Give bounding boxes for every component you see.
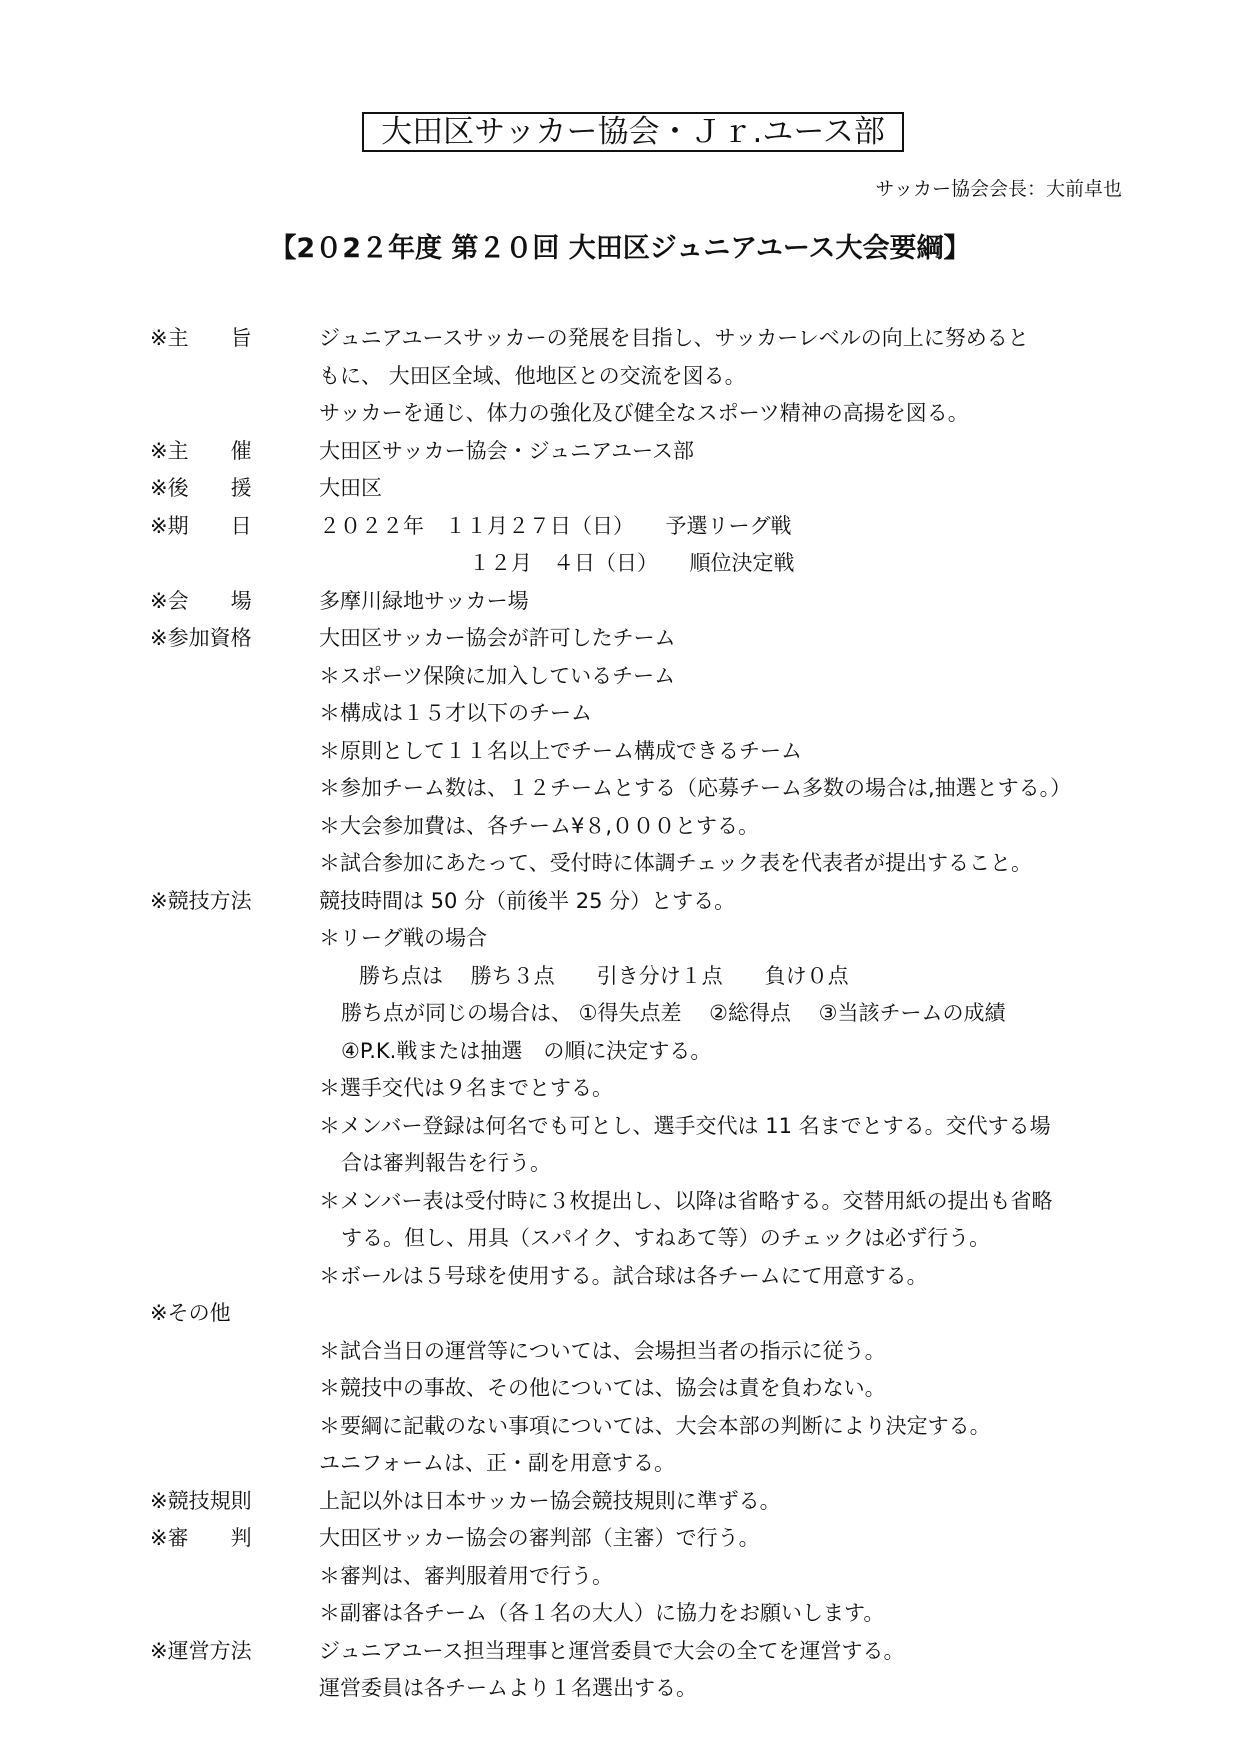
section-line: 多摩川緑地サッカー場 bbox=[319, 588, 529, 613]
section-line: ④P.K.戦または抽選 の順に決定する。 bbox=[341, 1038, 712, 1063]
section-line: ＊参加チーム数は、１２チームとする（応募チーム多数の場合は,抽選とする。） bbox=[319, 776, 1072, 800]
section-line: 合は審判報告を行う。 bbox=[341, 1151, 551, 1175]
organization-title: 大田区サッカー協会・Ｊｒ.ユース部 bbox=[362, 112, 904, 152]
section-line: ＊要綱に記載のない事項については、大会本部の判断により決定する。 bbox=[319, 1413, 991, 1438]
section-venue bbox=[150, 583, 1130, 621]
section-line: ２０２２年 １１月２７日（日） 予選リーグ戦 bbox=[319, 513, 792, 538]
section-line: ＊リーグ戦の場合 bbox=[319, 926, 487, 950]
section-sponsor bbox=[150, 470, 1130, 508]
section-line: 勝ち点は 勝ち３点 引き分け１点 負け０点 bbox=[359, 963, 849, 988]
section-rules bbox=[150, 1483, 1130, 1521]
section-line: ＊構成は１５才以下のチーム bbox=[319, 701, 592, 725]
section-line: ユニフォームは、正・副を用意する。 bbox=[319, 1451, 675, 1475]
section-line: 競技時間は 50 分（前後半 25 分）とする。 bbox=[319, 888, 736, 913]
section-line: 大田区サッカー協会の審判部（主審）で行う。 bbox=[319, 1526, 760, 1550]
section-line bbox=[319, 1295, 1130, 1333]
section-label: ※後 援 bbox=[150, 476, 252, 500]
section-line: もに、 大田区全域、他地区との交流を図る。 bbox=[319, 363, 746, 388]
section-line: 勝ち点が同じの場合は、 ①得失点差 ②総得点 ③当該チームの成績 bbox=[341, 1001, 1006, 1025]
section-line: ＊試合当日の運営等については、会場担当者の指示に従う。 bbox=[319, 1338, 886, 1363]
section-label: ※会 場 bbox=[150, 588, 252, 613]
section-label: ※運営方法 bbox=[150, 1638, 252, 1663]
section-method bbox=[150, 883, 1130, 1296]
section-purpose bbox=[150, 320, 1130, 433]
section-label: ※審 判 bbox=[150, 1526, 252, 1550]
section-line: する。但し、用具（スパイク、すねあて等）のチェックは必ず行う。 bbox=[341, 1226, 991, 1250]
section-dates bbox=[150, 508, 1130, 583]
chairman-name: サッカー協会会長：大前卓也 bbox=[875, 178, 1122, 200]
section-label: ※競技方法 bbox=[150, 888, 252, 913]
section-label: ※期 日 bbox=[150, 513, 252, 538]
section-label: ※競技規則 bbox=[150, 1488, 252, 1513]
section-organizer bbox=[150, 433, 1130, 471]
section-line: １２月 ４日（日） 順位決定戦 bbox=[469, 551, 795, 575]
section-line: 運営委員は各チームより１名選出する。 bbox=[319, 1676, 697, 1700]
section-line: ＊大会参加費は、各チーム¥８,０００とする。 bbox=[319, 813, 760, 838]
section-line: ＊審判は、審判服着用で行う。 bbox=[319, 1563, 613, 1588]
section-line: ＊選手交代は９名までとする。 bbox=[319, 1076, 613, 1100]
section-line: ジュニアユース担当理事と運営委員で大会の全てを運営する。 bbox=[319, 1638, 905, 1663]
section-other bbox=[150, 1295, 1130, 1483]
section-management bbox=[150, 1633, 1130, 1708]
section-line: ジュニアユースサッカーの発展を目指し、サッカーレベルの向上に努めると bbox=[319, 326, 1029, 350]
section-line: ＊競技中の事故、その他については、協会は責を負わない。 bbox=[319, 1376, 886, 1400]
section-referee bbox=[150, 1520, 1130, 1633]
section-label: ※参加資格 bbox=[150, 626, 252, 650]
section-line: ＊ボールは５号球を使用する。試合球は各チームにて用意する。 bbox=[319, 1263, 928, 1288]
section-line: ＊メンバー登録は何名でも可とし、選手交代は 11 名までとする。交代する場 bbox=[319, 1113, 1051, 1138]
section-line: ＊試合参加にあたって、受付時に体調チェック表を代表者が提出すること。 bbox=[319, 851, 1032, 875]
section-line: 大田区 bbox=[319, 476, 382, 500]
section-eligibility bbox=[150, 620, 1130, 883]
section-line: 大田区サッカー協会が許可したチーム bbox=[319, 626, 676, 650]
section-line: ＊副審は各チーム（各１名の大人）に協力をお願いします。 bbox=[319, 1601, 885, 1625]
section-line: ＊スポーツ保険に加入しているチーム bbox=[319, 663, 676, 688]
section-line: 上記以外は日本サッカー協会競技規則に準ずる。 bbox=[319, 1488, 781, 1513]
section-label: ※主 催 bbox=[150, 438, 252, 463]
document-title: 【2０2２年度 第２０回 大田区ジュニアユース大会要綱】 bbox=[269, 233, 971, 264]
section-line: サッカーを通じ、体力の強化及び健全なスポーツ精神の高揚を図る。 bbox=[319, 401, 969, 425]
section-label: ※その他 bbox=[150, 1301, 231, 1325]
section-label: ※主 旨 bbox=[150, 326, 252, 350]
section-line: 大田区サッカー協会・ジュニアユース部 bbox=[319, 438, 695, 463]
section-line: ＊原則として１１名以上でチーム構成できるチーム bbox=[319, 738, 802, 763]
outline-sections bbox=[150, 320, 1130, 1708]
section-line: ＊メンバー表は受付時に３枚提出し、以降は省略する。交替用紙の提出も省略 bbox=[319, 1188, 1053, 1213]
